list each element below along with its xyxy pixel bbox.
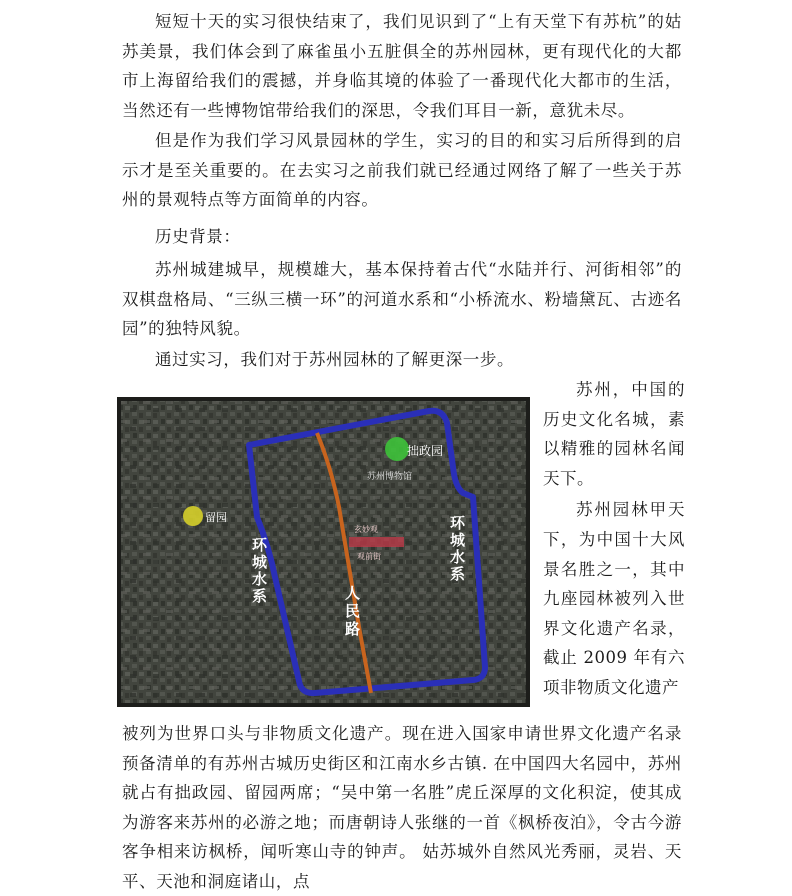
label-ring-left: 环城水系 bbox=[250, 537, 268, 605]
guanqian-street-marker bbox=[349, 537, 404, 547]
label-xuanmiao: 玄妙观 bbox=[354, 525, 378, 534]
paragraph-purpose: 但是作为我们学习风景园林的学生，实习的目的和实习后所得到的启示才是至关重要的。在去实习之前我们就已经通过网络了解了一些关于苏州的景观特点等方面简单的内容。 bbox=[122, 131, 682, 209]
label-museum: 苏州博物馆 bbox=[367, 472, 413, 482]
label-zhuozheng: 拙政园 bbox=[407, 444, 444, 458]
label-guanqian: 观前街 bbox=[357, 552, 381, 561]
paragraph-transition: 通过实习，我们对于苏州园林的了解更深一步。 bbox=[155, 350, 515, 369]
sidebar-paragraph-suzhou: 苏州，中国的历史文化名城，素以精雅的园林名闻天下。 bbox=[543, 380, 685, 488]
paragraph-heading-history: 历史背景： bbox=[155, 227, 241, 246]
liuyuan-garden-marker bbox=[183, 506, 203, 526]
satellite-map bbox=[117, 397, 530, 707]
label-liuyuan: 留园 bbox=[205, 511, 227, 524]
label-renmin-road: 人民路 bbox=[343, 585, 361, 639]
paragraph-heritage: 被列为世界口头与非物质文化遗产。现在进入国家申请世界文化遗产名录预备清单的有苏州古城历史街区和江南水乡古镇. 在中国四大名园中，苏州就占有拙政园、留园两席；“吴中第一名胜”虎丘深厚的文化积淀，使其成为游客来苏州的必游之地；而唐朝诗人张继的一首《枫桥夜泊》，令古今游客争相来访枫桥，闻听寒山寺的钟声。 姑苏城外自然风光秀丽，灵岩、天平、天池和洞庭诸山，点 bbox=[122, 724, 682, 891]
paragraph-history: 苏州城建城早，规模雄大，基本保持着古代“水陆并行、河街相邻”的双棋盘格局、“三纵三横一环”的河道水系和“小桥流水、粉墙黛瓦、古迹名园”的独特风貌。 bbox=[122, 260, 682, 338]
zhuozheng-garden-marker bbox=[385, 437, 409, 461]
sidebar-paragraph-gardens: 苏州园林甲天下，为中国十大风景名胜之一，其中九座园林被列入世界文化遗产名录，截止 2009 年有六项非物质文化遗产 bbox=[543, 500, 685, 697]
suzhou-map-figure bbox=[117, 397, 530, 707]
label-ring-right: 环城水系 bbox=[448, 515, 466, 583]
paragraph-intro: 短短十天的实习很快结束了，我们见识到了“上有天堂下有苏杭”的姑苏美景，我们体会到了麻雀虽小五脏俱全的苏州园林，更有现代化的大都市上海留给我们的震撼，并身临其境的体验了一番现代化大都市的生活，当然还有一些博物馆带给我们的深思，令我们耳目一新，意犹未尽。 bbox=[122, 12, 682, 120]
sidebar-text bbox=[543, 375, 685, 703]
